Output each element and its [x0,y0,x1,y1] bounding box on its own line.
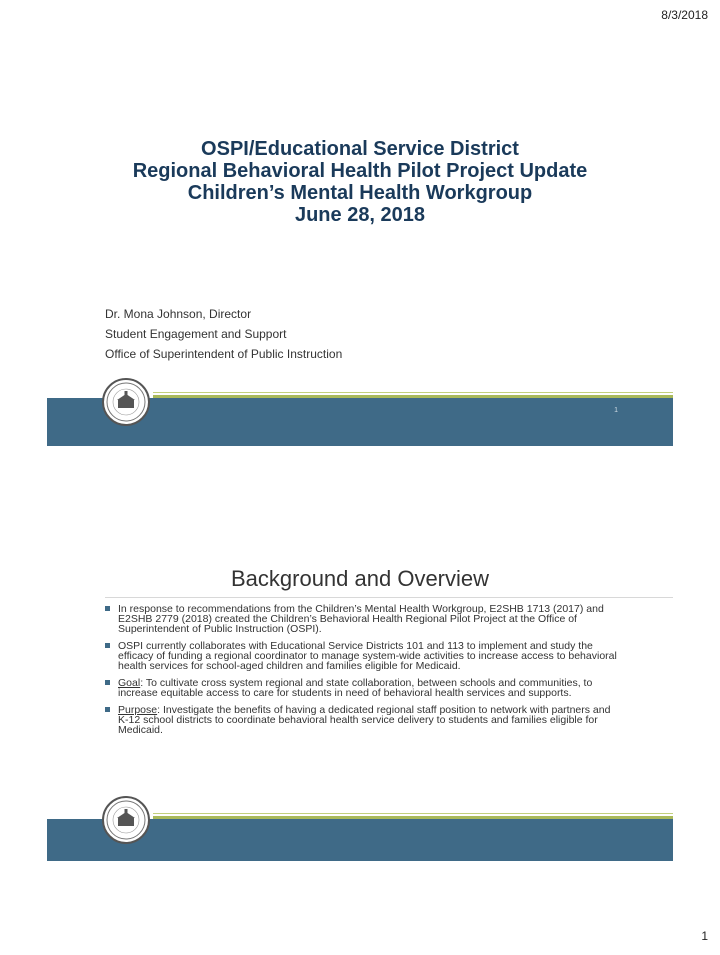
ospi-seal-icon [102,378,150,426]
square-bullet-icon [105,643,110,648]
title-rule [105,597,673,598]
footer-divider-thin [153,392,673,393]
slide-title-heading [47,138,673,226]
title-line-1: OSPI/Educational Service District [201,138,519,160]
author-block [105,304,342,364]
bullet-text: OSPI currently collaborates with Educational Service Districts 101 and 113 to implement and study the efficacy of funding a regional coordinator to manage system-wide activities to increase access to behavioral health services for school-aged children and families eligible for Medicaid. [118,640,617,672]
bullet-item [105,641,623,671]
bullet-text: : To cultivate cross system regional and state collaboration, between schools and communities, to increase equitable access to care for students in need of behavioral health services and supports. [118,677,593,699]
slide-number: 1 [614,407,618,414]
author-department: Student Engagement and Support [105,327,287,341]
footer-divider-thin [153,813,673,814]
section-title: Background and Overview [230,566,490,591]
bullet-item [105,604,623,634]
title-line-3: Children’s Mental Health Workgroup [187,182,533,204]
bullet-lead-goal: Goal [118,677,141,689]
author-office: Office of Superintendent of Public Instruction [105,347,343,361]
author-name: Dr. Mona Johnson, Director [105,307,252,321]
square-bullet-icon [105,680,110,685]
bullet-list [105,604,623,742]
bullet-item [105,678,623,698]
square-bullet-icon [105,606,110,611]
slide-background [47,514,673,861]
bullet-text: In response to recommendations from the Children’s Mental Health Workgroup, E2SHB 1713 (2017) and E2SHB 2779 (2018) created the Children’s Behavioral Health Regional Pilot Project at the Office of Superintendent of Public Instruction (OSPI). [118,603,604,635]
header-date: 8/3/2018 [661,8,708,22]
bullet-lead-purpose: Purpose [118,704,158,716]
bullet-item [105,705,623,735]
ospi-seal-icon [102,796,150,844]
title-line-4: June 28, 2018 [294,204,426,226]
slide-title [47,60,673,446]
square-bullet-icon [105,707,110,712]
bullet-text: : Investigate the benefits of having a dedicated regional staff position to network with partners and K-12 school districts to coordinate behavioral health service delivery to students and families eligible for Medicaid. [118,704,611,736]
title-line-2: Regional Behavioral Health Pilot Project Update [132,160,588,182]
page-number: 1 [701,929,708,943]
